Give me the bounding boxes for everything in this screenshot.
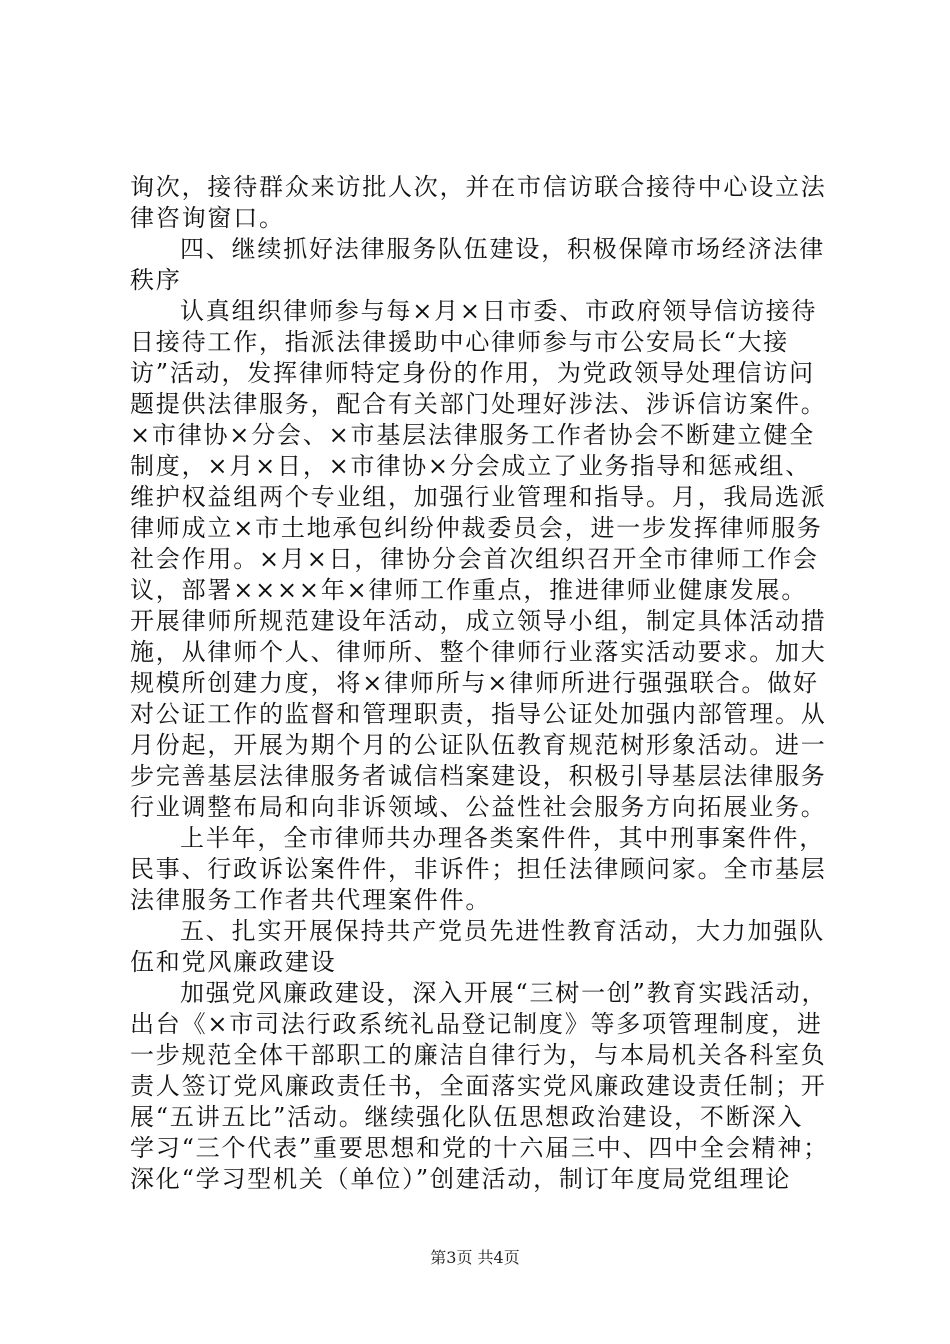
document-body: [130, 172, 830, 1195]
text-line: 展“五讲五比”活动。继续强化队伍思想政治建设，不断深入: [130, 1103, 804, 1131]
text-line: 访”活动，发挥律师特定身份的作用，为党政领导处理信访问: [130, 359, 815, 387]
text-line: 出台《×市司法行政系统礼品登记制度》等多项管理制度，进: [130, 1010, 823, 1038]
text-line: 制度，×月×日，×市律协×分会成立了业务指导和惩戒组、: [130, 452, 812, 480]
page-number-label: 第3页 共4页: [430, 1248, 520, 1267]
text-line: 上半年，全市律师共办理各类案件件，其中刑事案件件，: [180, 824, 825, 852]
heading-line: 五、扎实开展保持共产党员先进性教育活动，大力加强队: [180, 917, 825, 945]
text-line: 题提供法律服务，配合有关部门处理好涉法、涉诉信访案件。: [130, 390, 827, 418]
text-line: 月份起，开展为期个月的公证队伍教育规范树形象活动。进一: [130, 731, 827, 759]
text-line: 对公证工作的监督和管理职责，指导公证处加强内部管理。从: [130, 700, 827, 728]
text-line: 开展律师所规范建设年活动，成立领导小组，制定具体活动措: [130, 607, 827, 635]
text-line: 议，部署××××年×律师工作重点，推进律师业健康发展。: [130, 576, 808, 604]
text-line: 一步规范全体干部职工的廉洁自律行为，与本局机关各科室负: [130, 1041, 827, 1069]
text-line: 律咨询窗口。: [130, 204, 285, 232]
text-line: ×市律协×分会、×市基层法律服务工作者协会不断建立健全: [130, 421, 815, 449]
text-line: 规模所创建力度，将×律师所与×律师所进行强强联合。做好: [130, 669, 819, 697]
paragraph-party-conduct: [130, 978, 830, 1195]
section-heading-4: [130, 234, 830, 296]
heading-line: 秩序: [130, 266, 182, 294]
text-line: 律师成立×市土地承包纠纷仲裁委员会，进一步发挥律师服务: [130, 514, 823, 542]
paragraph-continuation: [130, 172, 830, 234]
text-line: 责人签订党风廉政责任书，全面落实党风廉政建设责任制；开: [130, 1072, 827, 1100]
text-line: 深化“学习型机关（单位）”创建活动，制订年度局党组理论: [130, 1165, 792, 1193]
text-line: 行业调整布局和向非诉领域、公益性社会服务方向拓展业务。: [130, 793, 827, 821]
heading-line: 伍和党风廉政建设: [130, 948, 337, 976]
text-line: 日接待工作，指派法律援助中心律师参与市公安局长“大接: [130, 328, 790, 356]
text-line: 询次，接待群众来访批人次，并在市信访联合接待中心设立法: [130, 173, 827, 201]
text-line: 认真组织律师参与每×月×日市委、市政府领导信访接待: [180, 297, 818, 325]
heading-line: 四、继续抓好法律服务队伍建设，积极保障市场经济法律: [180, 235, 825, 263]
section-heading-5: [130, 916, 830, 978]
text-line: 步完善基层法律服务者诚信档案建设，积极引导基层法律服务: [130, 762, 827, 790]
page-footer: [0, 1248, 950, 1268]
paragraph-half-year-stats: [130, 823, 830, 916]
paragraph-lawyer-services: [130, 296, 830, 823]
text-line: 民事、行政诉讼案件件，非诉件；担任法律顾问家。全市基层: [130, 855, 827, 883]
text-line: 维护权益组两个专业组，加强行业管理和指导。月，我局选派: [130, 483, 827, 511]
text-line: 社会作用。×月×日，律协分会首次组织召开全市律师工作会: [130, 545, 819, 573]
text-line: 加强党风廉政建设，深入开展“三树一创”教育实践活动，: [180, 979, 828, 1007]
text-line: 法律服务工作者共代理案件件。: [130, 886, 492, 914]
text-line: 学习“三个代表”重要思想和党的十六届三中、四中全会精神；: [130, 1134, 829, 1162]
text-line: 施，从律师个人、律师所、整个律师行业落实活动要求。加大: [130, 638, 827, 666]
